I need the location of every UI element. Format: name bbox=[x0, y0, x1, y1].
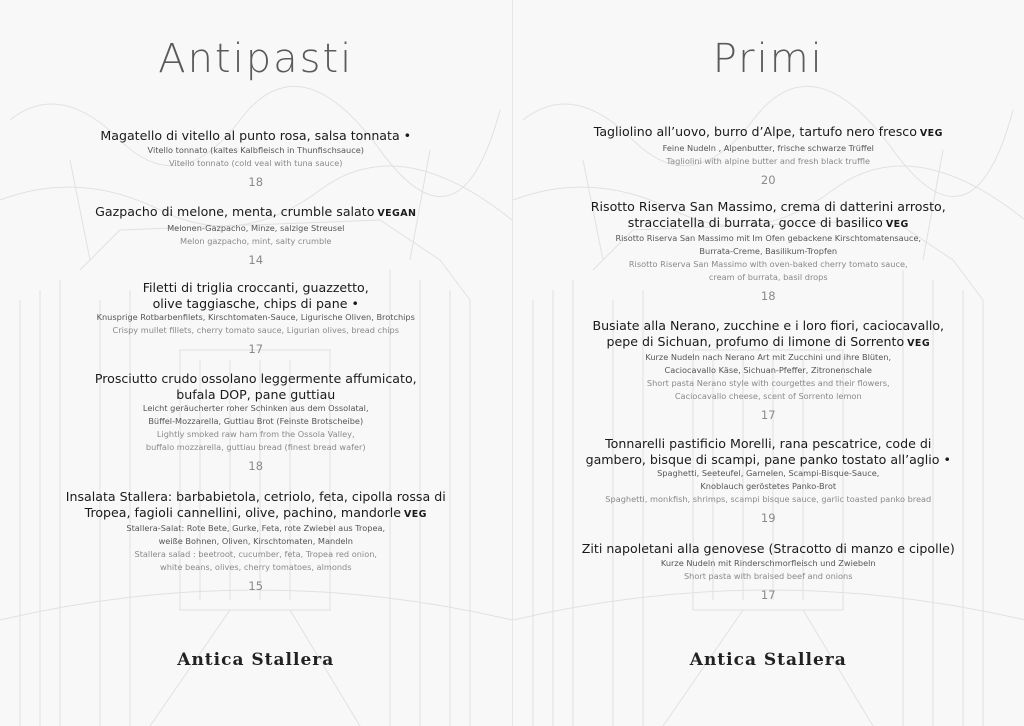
dish-desc-en: Tagliolini with alpine butter and fresh black truffle bbox=[666, 155, 871, 166]
dish-desc-de: Knusprige Rotbarbenfilets, Kirschtomaten-Sauce, Ligurische Oliven, Brotchips bbox=[96, 312, 415, 322]
dish-desc-de-line1: Stallera-Salat: Rote Bete, Gurke, Feta, rote Zwiebel aus Tropea, bbox=[126, 523, 386, 533]
dish-desc-de-line2: Caciocavallo Käse, Sichuan-Pfeffer, Zitronenschale bbox=[664, 365, 872, 375]
veg-badge: VEG bbox=[404, 508, 427, 520]
dish-desc-en-line2: buffalo mozzarella, guttiau bread (finest bread wafer) bbox=[145, 442, 366, 452]
restaurant-logo: Antica Stallera bbox=[689, 650, 847, 670]
dish-item bbox=[533, 541, 1005, 602]
dish-desc-de: Melonen-Gazpacho, Minze, salzige Streusel bbox=[167, 222, 345, 233]
veg-badge: VEG bbox=[907, 337, 931, 349]
dish-desc-en-line2: Caciocavallo cheese, scent of Sorrento lemon bbox=[674, 391, 862, 401]
dish-name-line1: Filetti di triglia croccanti, guazzetto, bbox=[142, 280, 369, 295]
dish-desc-de-line1: Leicht geräucherter roher Schinken aus dem Ossolatal, bbox=[142, 403, 369, 413]
dish-name-line2: bufala DOP, pane guttiau bbox=[176, 386, 336, 402]
dish-item bbox=[20, 128, 492, 189]
dish-desc-de: Feine Nudeln , Alpenbutter, frische schwarze Trüffel bbox=[662, 142, 874, 153]
section-title: Antipasti bbox=[158, 36, 354, 82]
dish-item bbox=[533, 124, 1005, 187]
dish-price: 15 bbox=[248, 579, 264, 593]
dish-name-line1: Insalata Stallera: barbabietola, cetriolo, feta, cipolla rossa di bbox=[65, 489, 446, 504]
dish-desc-de-line2: Büffel-Mozzarella, Guttiau Brot (Feinste Brotscheibe) bbox=[148, 416, 364, 426]
dish-name-text: Tagliolino all’uovo, burro d’Alpe, tartufo nero fresco bbox=[593, 124, 917, 139]
dish-desc-en: Vitello tonnato (cold veal with tuna sauce) bbox=[169, 157, 343, 168]
dish-name-line1: Prosciutto crudo ossolano leggermente affumicato, bbox=[94, 371, 417, 386]
dish-item bbox=[20, 489, 492, 593]
dish-desc-de: Kurze Nudeln mit Rinderschmorfleisch und Zwiebeln bbox=[660, 557, 876, 568]
dish-desc-en-line1: Short pasta Nerano style with courgettes and their flowers, bbox=[646, 378, 890, 388]
dish-name-line1: Busiate alla Nerano, zucchine e i loro fiori, caciocavallo, bbox=[592, 318, 945, 333]
dish-item bbox=[533, 199, 1005, 303]
primi-page bbox=[513, 0, 1024, 726]
dish-price: 17 bbox=[760, 408, 776, 422]
dish-desc-de-line1: Kurze Nudeln nach Nerano Art mit Zucchini und ihre Blüten, bbox=[645, 352, 892, 362]
dish-desc-de-line2: Knoblauch geröstetes Panko-Brot bbox=[700, 481, 837, 491]
dish-name-line2: gambero, bisque di scampi, pane panko tostato all’aglio • bbox=[585, 451, 951, 467]
dish-name: Magatello di vitello al punto rosa, salsa tonnata • bbox=[100, 128, 412, 143]
dish-name: Ziti napoletani alla genovese (Stracotto di manzo e cipolle) bbox=[581, 541, 955, 556]
dish-name-text: Tropea, fagioli cannellini, olive, pachino, mandorle bbox=[84, 504, 402, 520]
dish-name-text: Gazpacho di melone, menta, crumble salato bbox=[95, 204, 375, 219]
dish-price: 14 bbox=[248, 252, 264, 267]
dish-price: 17 bbox=[248, 342, 264, 356]
dish-desc-de-line1: Spaghetti, Seeteufel, Garnelen, Scampi-Bisque-Sauce, bbox=[657, 468, 880, 478]
dish-desc-de-line1: Risotto Riserva San Massimo mit Im Ofen gebackene Kirschtomatensauce, bbox=[615, 233, 922, 243]
dish-desc-en-line1: Risotto Riserva San Massimo with oven-baked cherry tomato sauce, bbox=[628, 259, 908, 269]
dish-price: 20 bbox=[760, 172, 776, 187]
veg-badge: VEG bbox=[919, 128, 943, 139]
dish-price: 17 bbox=[760, 587, 776, 602]
dish-price: 18 bbox=[248, 174, 264, 189]
dish-desc-en-line2: white beans, olives, cherry tomatoes, almonds bbox=[160, 562, 352, 572]
dish-name bbox=[20, 204, 492, 222]
dish-desc-en: Short pasta with braised beef and onions bbox=[683, 570, 853, 581]
dish-desc-de: Vitello tonnato (kaltes Kalbfleisch in Thunfischsauce) bbox=[147, 144, 364, 155]
dish-item bbox=[533, 318, 1005, 422]
dish-name bbox=[533, 124, 1005, 142]
restaurant-logo: Antica Stallera bbox=[177, 650, 335, 670]
dish-desc-en-line2: cream of burrata, basil drops bbox=[708, 272, 828, 282]
dish-item bbox=[20, 280, 492, 356]
dish-name-line2: olive taggiasche, chips di pane • bbox=[152, 295, 359, 311]
dish-desc-de-line2: Burrata-Creme, Basilikum-Tropfen bbox=[699, 246, 838, 256]
dish-item bbox=[20, 204, 492, 267]
dish-name-line2 bbox=[533, 215, 1005, 233]
dish-item bbox=[533, 436, 1005, 525]
dish-price: 19 bbox=[760, 511, 776, 525]
dish-price: 18 bbox=[760, 289, 776, 303]
dish-name-line2 bbox=[533, 334, 1005, 352]
dish-name-line2 bbox=[20, 505, 492, 523]
dish-name-text: pepe di Sichuan, profumo di limone di Sorrento bbox=[606, 333, 905, 349]
dish-desc-en: Melon gazpacho, mint, salty crumble bbox=[180, 235, 332, 246]
dish-desc-de-line2: weiße Bohnen, Oliven, Kirschtomaten, Mandeln bbox=[158, 536, 353, 546]
dish-name-text: stracciatella di burrata, gocce di basilico bbox=[627, 214, 883, 230]
dish-desc-en-line1: Stallera salad : beetroot, cucumber, feta, Tropea red onion, bbox=[134, 549, 377, 559]
dish-name-line1: Tonnarelli pastificio Morelli, rana pescatrice, code di bbox=[605, 436, 932, 451]
dish-price: 18 bbox=[248, 459, 264, 473]
dish-desc-en: Spaghetti, monkfish, shrimps, scampi bisque sauce, garlic toasted panko bread bbox=[605, 494, 932, 504]
dish-desc-en: Crispy mullet fillets, cherry tomato sauce, Ligurian olives, bread chips bbox=[112, 325, 400, 335]
veg-badge: VEG bbox=[885, 218, 909, 230]
dish-desc-en-line1: Lightly smoked raw ham from the Ossola Valley, bbox=[156, 429, 355, 439]
section-title: Primi bbox=[712, 36, 824, 82]
vegan-badge: VEGAN bbox=[377, 208, 417, 219]
dish-item bbox=[20, 371, 492, 473]
dish-name-line1: Risotto Riserva San Massimo, crema di datterini arrosto, bbox=[590, 199, 946, 214]
